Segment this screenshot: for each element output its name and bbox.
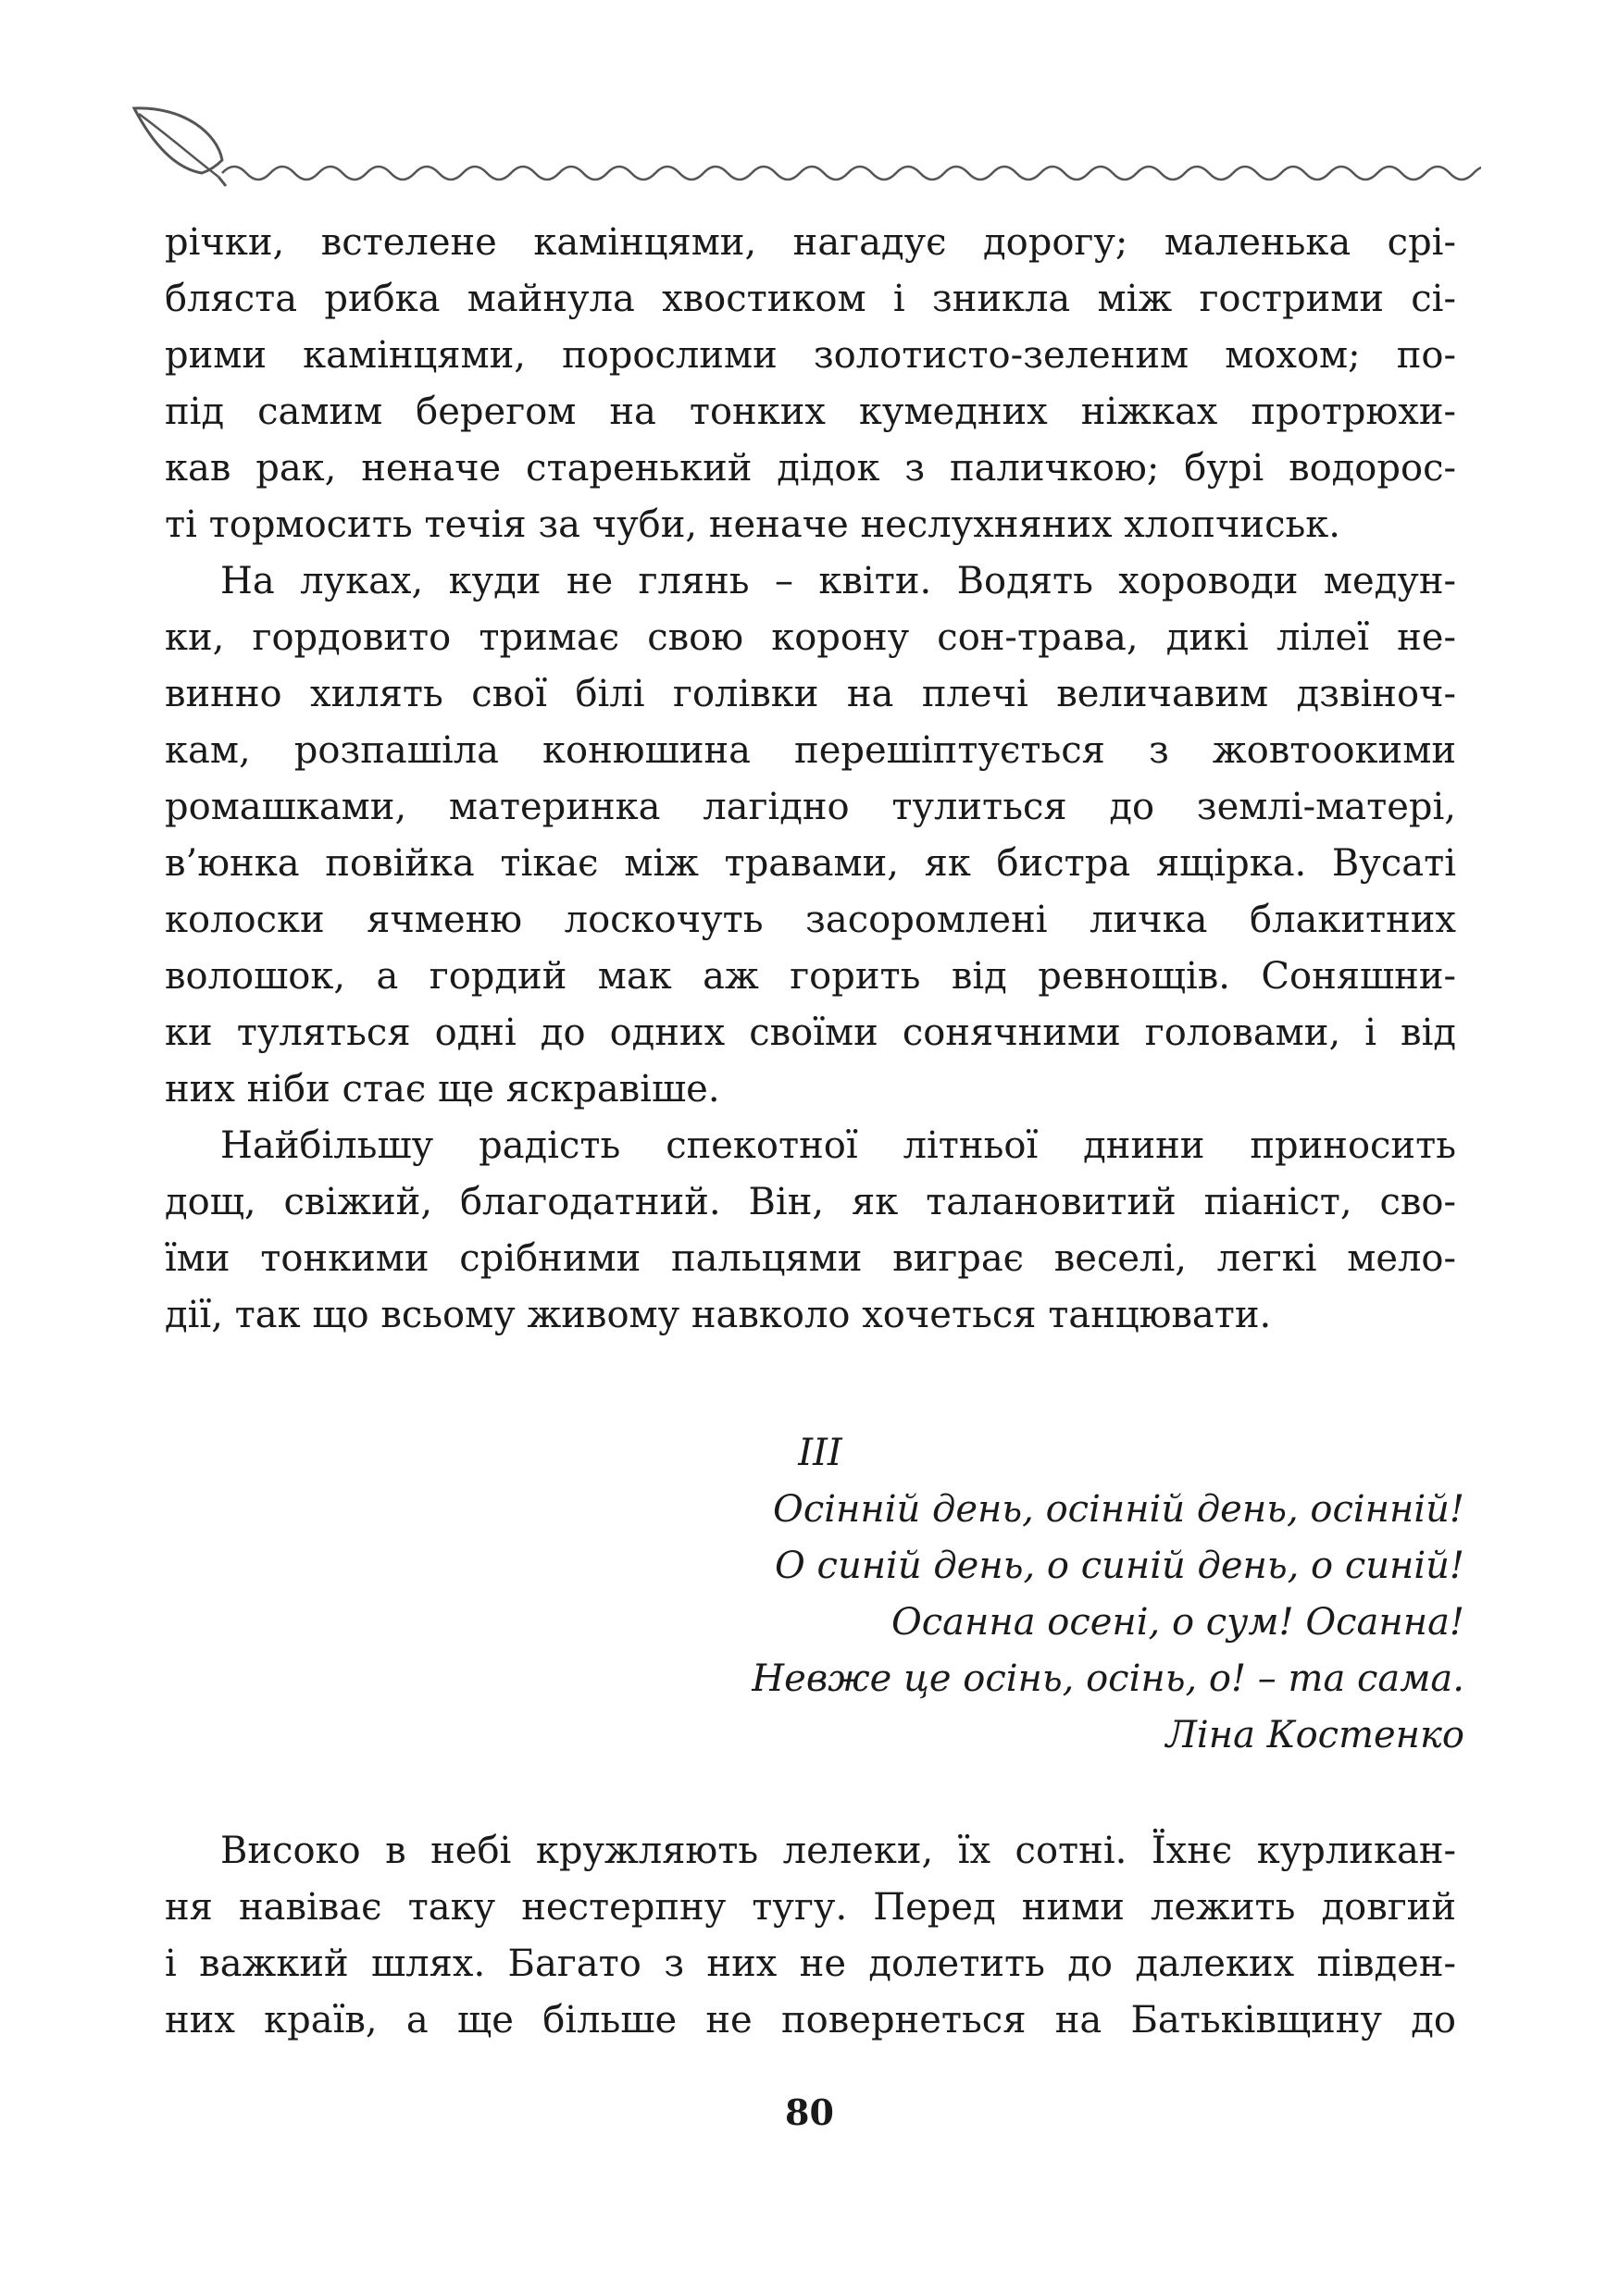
- header-ornament: [130, 97, 1481, 190]
- text-line: в’юнка повійка тікає між травами, як бистра ящірка. Вусаті: [165, 842, 1456, 885]
- text-line: ки, гордовито тримає свою корону сон-трава, дикі лілеї не-: [165, 616, 1456, 659]
- text-line: дії, так що всьому живому навколо хочеться танцювати.: [165, 1294, 1272, 1336]
- text-line: ромашками, материнка лагідно тулиться до землі-матері,: [165, 786, 1456, 828]
- poem-line: О синій день, о синій день, о синій!: [775, 1545, 1464, 1587]
- text-line: ня навіває таку нестерпну тугу. Перед ними лежить довгий: [165, 1886, 1456, 1929]
- paragraph-2: [165, 553, 1456, 1118]
- text-line: них країв, а ще більше не повернеться на Батьківщину до: [165, 1999, 1456, 2042]
- text-line: рими камінцями, порослими золотисто-зеленим мохом; по-: [165, 334, 1456, 377]
- text-line: винно хилять свої білі голівки на плечі величавим дзвіноч-: [165, 673, 1456, 715]
- text-line: їми тонкими срібними пальцями виграє веселі, легкі мело-: [165, 1237, 1456, 1280]
- poem-line: Осанна осені, о сум! Осанна!: [890, 1601, 1464, 1644]
- poem-line: Осінній день, осінній день, осінній!: [773, 1488, 1464, 1531]
- poem-author: Ліна Костенко: [1165, 1714, 1464, 1756]
- poem-epigraph: [752, 1425, 1464, 1764]
- section-numeral: ІІІ: [798, 1432, 842, 1474]
- poem-line: Невже це осінь, осінь, о! – та сама.: [752, 1657, 1464, 1700]
- wave-divider: [222, 167, 1481, 180]
- text-line: На луках, куди не глянь – квіти. Водять хороводи медун-: [220, 560, 1456, 602]
- text-line: і важкий шлях. Багато з них не долетить до далеких півден-: [165, 1942, 1456, 1985]
- text-line: дощ, свіжий, благодатний. Він, як талановитий піаніст, сво-: [165, 1181, 1456, 1223]
- text-line: колоски ячменю лоскочуть засоромлені личка блакитних: [165, 899, 1456, 941]
- text-line: Найбільшу радість спекотної літньої днини приносить: [220, 1124, 1456, 1167]
- text-line: кав рак, неначе старенький дідок з паличкою; бурі водорос-: [165, 447, 1456, 490]
- paragraph-4: [165, 1823, 1456, 2049]
- text-line: волошок, а гордий мак аж горить від ревнощів. Соняшни-: [165, 955, 1456, 998]
- paragraph-3: [165, 1118, 1456, 1344]
- paragraph-1: [165, 215, 1456, 553]
- text-line: бляста рибка майнула хвостиком і зникла між гострими сі-: [165, 278, 1456, 320]
- page-number: 80: [785, 2091, 834, 2133]
- text-line: ті тормосить течія за чуби, неначе неслухняних хлопчиськ.: [165, 503, 1340, 546]
- text-line: Високо в небі кружляють лелеки, їх сотні. Їхнє курликан-: [220, 1830, 1456, 1872]
- feather-icon: [134, 108, 226, 186]
- text-line: них ніби стає ще яскравіше.: [165, 1068, 720, 1111]
- text-line: під самим берегом на тонких кумедних ніжках протрюхи-: [165, 391, 1456, 433]
- text-line: кам, розпашіла конюшина перешіптується з жовтоокими: [165, 729, 1456, 772]
- text-line: ки туляться одні до одних своїми сонячними головами, і від: [165, 1011, 1456, 1054]
- text-line: річки, встелене камінцями, нагадує дорогу; маленька срі-: [165, 221, 1456, 264]
